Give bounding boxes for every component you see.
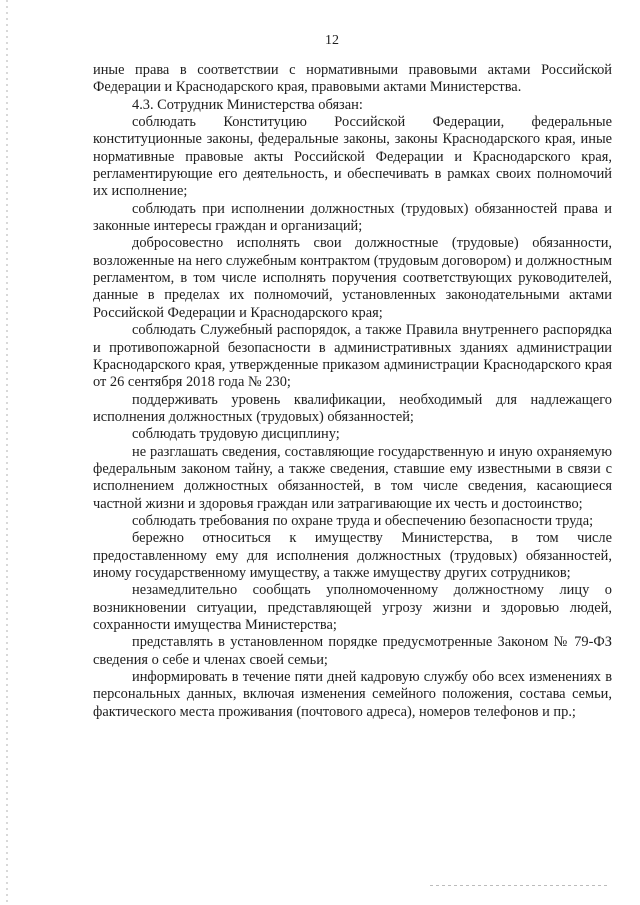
- paragraph: незамедлительно сообщать уполномоченному должностному лицу о возникновении ситуации, представляющей угрозу жизни и здоровью людей, сохранности имущества Министерства;: [93, 582, 612, 633]
- paragraph: добросовестно исполнять свои должностные (трудовые) обязанности, возложенные на него служебным контрактом (трудовым договором) и должностным регламентом, в том числе исполнять поручения соответствующих руководителей, данные в пределах их полномочий, установленных законодательными актами Российской Федерации и Краснодарского края;: [93, 235, 612, 321]
- paragraph: поддерживать уровень квалификации, необходимый для надлежащего исполнения должностных (трудовых) обязанностей;: [93, 391, 612, 425]
- paragraph: бережно относиться к имуществу Министерства, в том числе предоставленному ему для исполнения должностных (трудовых) обязанностей, иному государственному имуществу, а также имуществу других сотрудников;: [93, 530, 612, 581]
- paragraph: соблюдать при исполнении должностных (трудовых) обязанностей права и законные интересы граждан и организаций;: [93, 200, 612, 235]
- page-number: 12: [325, 33, 339, 48]
- paragraph: соблюдать Служебный распорядок, а также Правила внутреннего распорядка и противопожарной безопасности в административных зданиях администрации Краснодарского края, утвержденные приказом администрации Краснодарского края от 26 сентября 2018 года № 230;: [93, 322, 612, 391]
- scan-edge-left: [6, 0, 8, 905]
- paragraph: соблюдать требования по охране труда и обеспечению безопасности труда;: [132, 512, 594, 529]
- document-body: [93, 62, 612, 721]
- paragraph: соблюдать трудовую дисциплину;: [132, 426, 340, 443]
- paragraph: представлять в установленном порядке предусмотренные Законом № 79-ФЗ сведения о себе и членах своей семьи;: [93, 634, 612, 668]
- paragraph: 4.3. Сотрудник Министерства обязан:: [132, 96, 363, 113]
- paragraph: иные права в соответствии с нормативными правовыми актами Российской Федерации и Краснодарского края, правовыми актами Министерства.: [93, 62, 612, 96]
- paragraph: соблюдать Конституцию Российской Федерации, федеральные конституционные законы, федеральные законы, законы Краснодарского края, иные нормативные правовые акты Российской Федерации и Краснодарского края, регламентирующие его деятельность, и обеспечивать в рамках своих полномочий их исполнение;: [93, 114, 612, 200]
- scan-edge-bottom: [430, 885, 610, 886]
- paragraph: информировать в течение пяти дней кадровую службу обо всех изменениях в персональных данных, включая изменения семейного положения, состава семьи, фактического места проживания (почтового адреса), номеров телефонов и пр.;: [93, 669, 612, 720]
- paragraph: не разглашать сведения, составляющие государственную и иную охраняемую федеральным законом тайну, а также сведения, ставшие ему известными в связи с исполнением должностных обязанностей, в том числе сведения, касающиеся частной жизни и здоровья граждан или затрагивающие их честь и достоинство;: [93, 443, 612, 512]
